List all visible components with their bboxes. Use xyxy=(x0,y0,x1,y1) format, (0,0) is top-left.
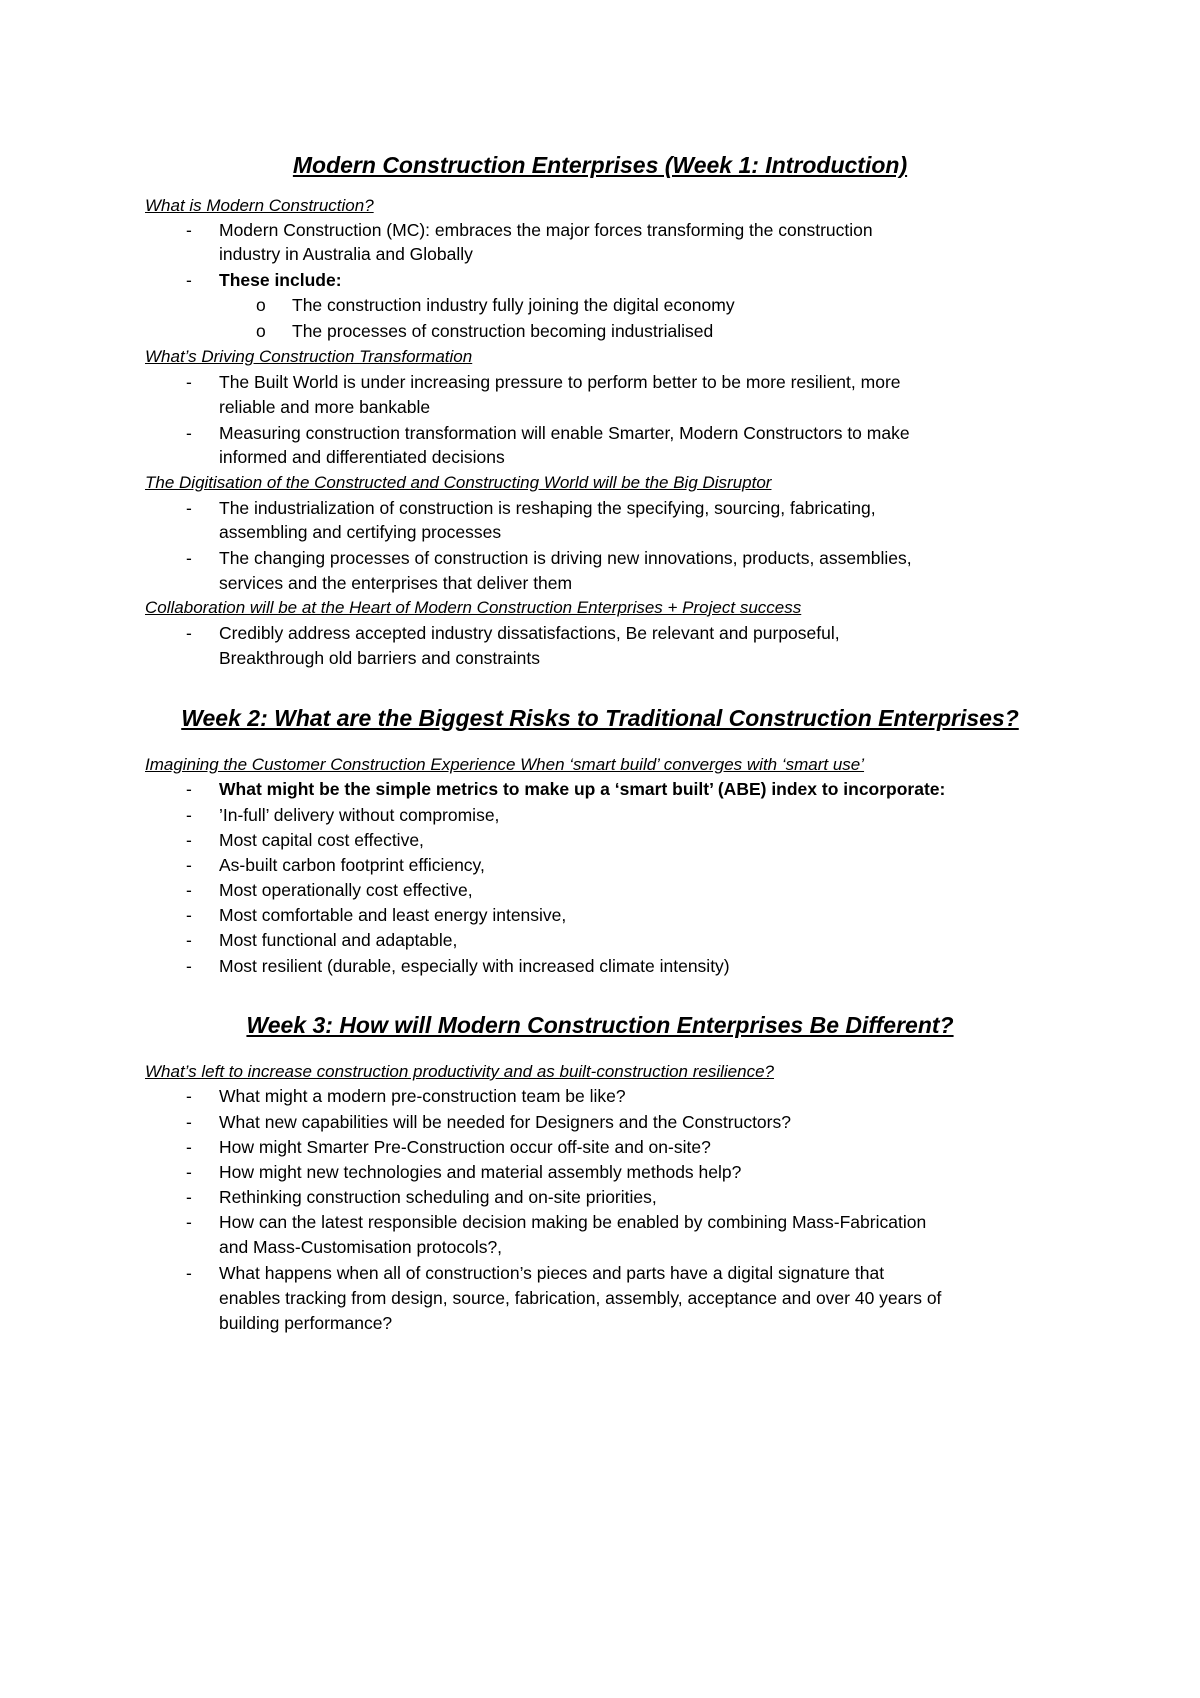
bullet-dash: - xyxy=(186,1187,192,1207)
bullet-item: The changing processes of construction is driving new innovations, products, assemblies, xyxy=(219,548,912,568)
sub-bullet-circle: o xyxy=(256,321,266,341)
section-heading-productivity: What’s left to increase construction productivity and as built-construction resilience? xyxy=(145,1062,774,1081)
week2-title: Week 2: What are the Biggest Risks to Traditional Construction Enterprises? xyxy=(181,705,1019,731)
bullet-dash: - xyxy=(186,498,192,518)
bullet-dash: - xyxy=(186,423,192,443)
bullet-dash: - xyxy=(186,855,192,875)
bullet-continuation: Breakthrough old barriers and constraints xyxy=(219,648,541,668)
bullet-item: Most functional and adaptable, xyxy=(219,930,458,950)
bullet-dash: - xyxy=(186,220,192,240)
bullet-dash: - xyxy=(186,372,192,392)
bullet-item: Most resilient (durable, especially with increased climate intensity) xyxy=(219,956,730,976)
bullet-continuation: industry in Australia and Globally xyxy=(219,244,473,264)
bullet-item: Most capital cost effective, xyxy=(219,830,424,850)
bullet-item: As-built carbon footprint efficiency, xyxy=(219,855,485,875)
bullet-item: Measuring construction transformation will enable Smarter, Modern Constructors to make xyxy=(219,423,910,443)
bullet-continuation: and Mass-Customisation protocols?, xyxy=(219,1237,503,1257)
bullet-item: How might Smarter Pre-Construction occur off-site and on-site? xyxy=(219,1137,711,1157)
section-heading-digitisation: The Digitisation of the Constructed and Constructing World will be the Big Disruptor xyxy=(145,473,772,492)
bullet-dash: - xyxy=(186,779,192,799)
bullet-item xyxy=(219,219,873,241)
bullet-item: Rethinking construction scheduling and on-site priorities, xyxy=(219,1187,657,1207)
bullet-item: Credibly address accepted industry dissatisfactions, Be relevant and purposeful, xyxy=(219,623,840,643)
sub-bullet-item: The processes of construction becoming industrialised xyxy=(292,321,714,341)
section-heading-what-is-mc: What is Modern Construction? xyxy=(145,196,374,215)
sub-bullet-item: The construction industry fully joining the digital economy xyxy=(292,295,735,315)
section-heading-driving-transformation: What’s Driving Construction Transformation xyxy=(145,347,473,366)
bullet-dash: - xyxy=(186,1162,192,1182)
bullet-continuation: reliable and more bankable xyxy=(219,397,431,417)
bullet-item: The Built World is under increasing pressure to perform better to be more resilient, more xyxy=(219,372,901,392)
bullet-dash: - xyxy=(186,1137,192,1157)
bullet-item: Most operationally cost effective, xyxy=(219,880,473,900)
sub-bullet-circle: o xyxy=(256,295,266,315)
bullet-dash: - xyxy=(186,270,192,290)
bullet-continuation: building performance? xyxy=(219,1313,393,1333)
bullet-continuation: services and the enterprises that deliver them xyxy=(219,573,573,593)
bullet-item: ’In-full’ delivery without compromise, xyxy=(219,805,500,825)
bullet-dash: - xyxy=(186,880,192,900)
mc-definition-text: embraces the major forces transforming the construction xyxy=(430,220,873,240)
bullet-item: What happens when all of construction’s pieces and parts have a digital signature that xyxy=(219,1263,885,1283)
bullet-dash: - xyxy=(186,548,192,568)
bullet-dash: - xyxy=(186,905,192,925)
bullet-continuation: informed and differentiated decisions xyxy=(219,447,505,467)
mc-definition-term: Modern Construction (MC): xyxy=(219,220,431,240)
bullet-item: What new capabilities will be needed for Designers and the Constructors? xyxy=(219,1112,791,1132)
week1-title: Modern Construction Enterprises (Week 1: Introduction) xyxy=(292,152,908,178)
bullet-continuation: enables tracking from design, source, fabrication, assembly, acceptance and over 40 years of xyxy=(219,1288,942,1308)
bullet-item: What might a modern pre-construction team be like? xyxy=(219,1086,626,1106)
bullet-item: How can the latest responsible decision making be enabled by combining Mass-Fabrication xyxy=(219,1212,927,1232)
bullet-item-bold: These include: xyxy=(219,270,342,290)
section-heading-customer-experience: Imagining the Customer Construction Experience When ‘smart build’ converges with ‘smart use’ xyxy=(145,755,865,774)
section-heading-collaboration: Collaboration will be at the Heart of Modern Construction Enterprises + Project success xyxy=(145,598,802,617)
bullet-dash: - xyxy=(186,1086,192,1106)
bullet-item-bold: What might be the simple metrics to make up a ‘smart built’ (ABE) index to incorporate: xyxy=(219,779,946,799)
bullet-item: Most comfortable and least energy intensive, xyxy=(219,905,567,925)
bullet-dash: - xyxy=(186,1212,192,1232)
week3-title: Week 3: How will Modern Construction Enterprises Be Different? xyxy=(246,1012,954,1038)
bullet-dash: - xyxy=(186,930,192,950)
bullet-dash: - xyxy=(186,1112,192,1132)
bullet-item: How might new technologies and material assembly methods help? xyxy=(219,1162,742,1182)
bullet-dash: - xyxy=(186,956,192,976)
bullet-item: The industrialization of construction is reshaping the specifying, sourcing, fabricating, xyxy=(219,498,876,518)
bullet-dash: - xyxy=(186,1263,192,1283)
bullet-dash: - xyxy=(186,623,192,643)
bullet-dash: - xyxy=(186,830,192,850)
bullet-dash: - xyxy=(186,805,192,825)
bullet-continuation: assembling and certifying processes xyxy=(219,522,502,542)
